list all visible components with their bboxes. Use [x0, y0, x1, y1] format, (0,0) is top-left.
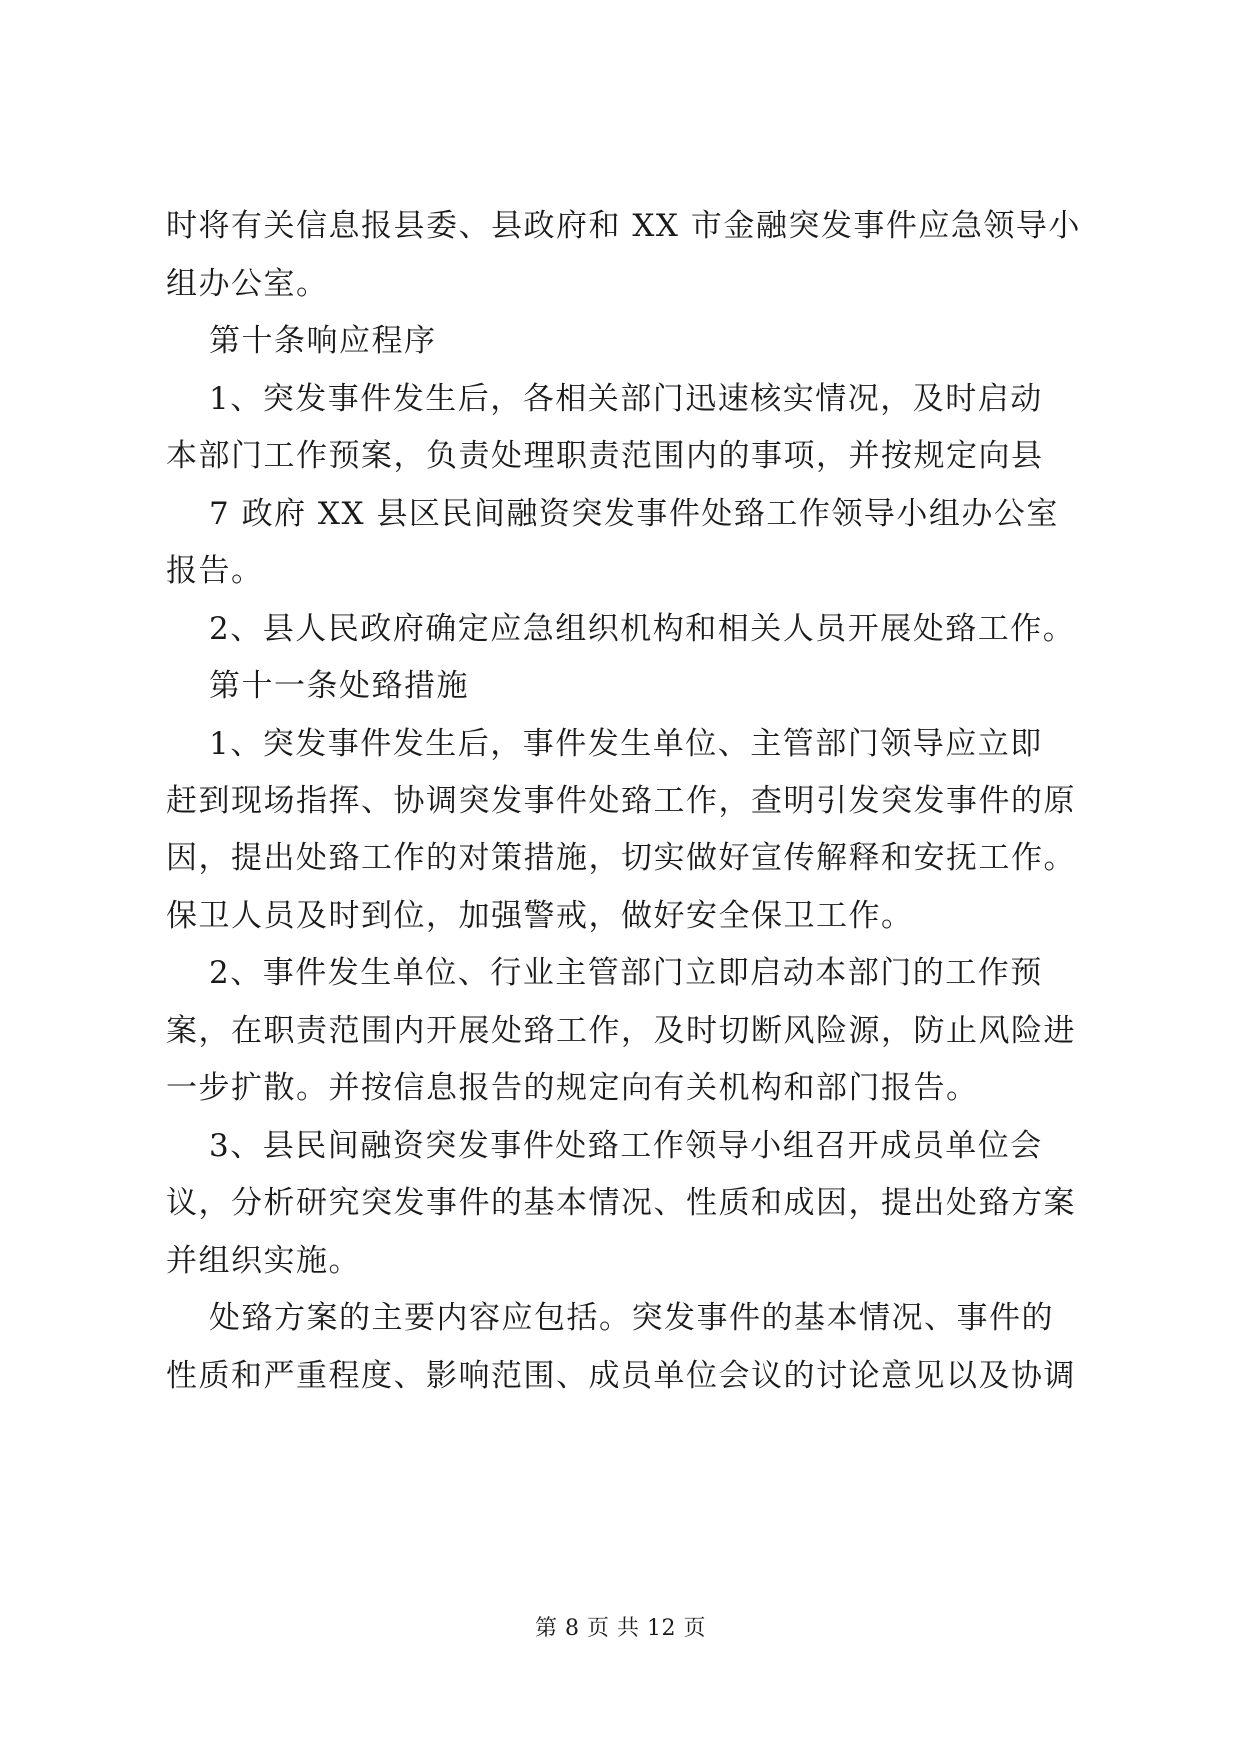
paragraph-line: 一步扩散。并按信息报告的规定向有关机构和部门报告。 [166, 1070, 979, 1106]
paragraph-line: 因，提出处臵工作的对策措施，切实做好宣传解释和安抚工作。 [166, 840, 1076, 876]
section-heading: 第十一条处臵措施 [209, 668, 469, 704]
paragraph-line: 案，在职责范围内开展处臵工作，及时切断风险源，防止风险进 [166, 1013, 1076, 1049]
paragraph-line: 3、县民间融资突发事件处臵工作领导小组召开成员单位会 [209, 1128, 1043, 1164]
paragraph-line: 1、突发事件发生后，各相关部门迅速核实情况，及时启动 [209, 381, 1043, 417]
paragraph-line: 时将有关信息报县委、县政府和 XX 市金融突发事件应急领导小 [166, 208, 1081, 244]
paragraph-line: 赶到现场指挥、协调突发事件处臵工作，查明引发突发事件的原 [166, 783, 1076, 819]
paragraph-line: 本部门工作预案，负责处理职责范围内的事项，并按规定向县 [166, 438, 1044, 474]
paragraph-line: 议，分析研究突发事件的基本情况、性质和成因，提出处臵方案 [166, 1185, 1076, 1221]
paragraph-line: 报告。 [166, 553, 264, 589]
section-heading: 第十条响应程序 [209, 323, 437, 359]
paragraph-line: 保卫人员及时到位，加强警戒，做好安全保卫工作。 [166, 898, 914, 934]
paragraph-line: 处臵方案的主要内容应包括。突发事件的基本情况、事件的 [209, 1300, 1054, 1336]
paragraph-line: 7 政府 XX 县区民间融资突发事件处臵工作领导小组办公室 [209, 496, 1059, 532]
paragraph-line: 1、突发事件发生后，事件发生单位、主管部门领导应立即 [209, 726, 1043, 762]
paragraph-line: 组办公室。 [166, 266, 329, 302]
paragraph-line: 2、县人民政府确定应急组织机构和相关人员开展处臵工作。 [209, 611, 1076, 647]
page-footer: 第 8 页 共 12 页 [535, 1616, 706, 1641]
paragraph-line: 2、事件发生单位、行业主管部门立即启动本部门的工作预 [209, 955, 1043, 991]
paragraph-line: 性质和严重程度、影响范围、成员单位会议的讨论意见以及协调 [166, 1358, 1076, 1394]
paragraph-line: 并组织实施。 [166, 1243, 361, 1279]
